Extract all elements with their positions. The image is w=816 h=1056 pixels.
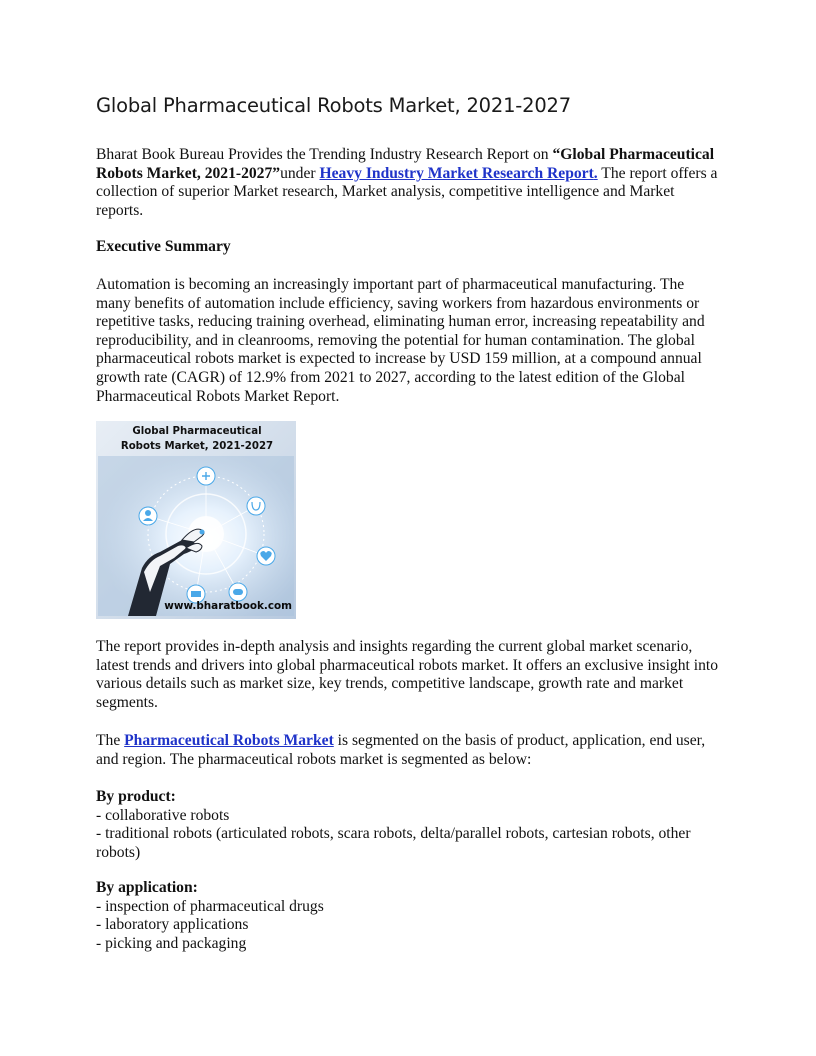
analysis-paragraph: The report provides in-depth analysis and insights regarding the current global market scenario, latest trends and drivers into global pharmaceutical robots market. It offers an exclusive insight into various details such as market size, key trends, competitive landscape, growth rate and market segments. — [96, 638, 718, 711]
heavy-industry-report-link[interactable]: Heavy Industry Market Research Report — [319, 164, 594, 182]
by-product-section — [96, 788, 720, 862]
pharmaceutical-robots-market-link[interactable]: Pharmaceutical Robots Market — [124, 732, 334, 749]
by-application-heading: By application: — [96, 879, 198, 896]
robot-hand-illustration — [98, 456, 294, 616]
intro-prefix: Bharat Book Bureau Provides the Trending Industry Research Report on — [96, 146, 553, 163]
list-item: - inspection of pharmaceutical drugs — [96, 897, 324, 915]
executive-summary-heading-text: Executive Summary — [96, 238, 231, 255]
cover-title-line-2: Robots Market, 2021-2027 — [120, 441, 274, 452]
intro-suffix: The report offers a collection of superior Market research, Market analysis, competitive intelligence and Market reports. — [96, 164, 718, 219]
executive-summary-paragraph: Automation is becoming an increasingly important part of pharmaceutical manufacturing. The many benefits of automation include efficiency, saving workers from hazardous environments or repetitive tasks, reducing training overhead, eliminating human error, increasing repeatability and reproducibility, and in cleanrooms, removing the potential for human contamination. The global pharmaceutical robots market is expected to increase by USD 159 million, at a compound annual growth rate (CAGR) of 12.9% from 2021 to 2027, according to the latest edition of the Global Pharmaceutical Robots Market Report. — [96, 276, 705, 405]
page-title: Global Pharmaceutical Robots Market, 2021-2027 — [96, 94, 571, 117]
doctor-icon-head — [145, 510, 151, 516]
stethoscope-icon — [247, 497, 265, 515]
report-title-bold: “Global Pharmaceutical Robots Market, 2021-2027” — [96, 146, 715, 182]
segmentation-paragraph — [96, 732, 720, 769]
by-product-heading: By product: — [96, 788, 176, 805]
intro-under: under — [280, 164, 320, 182]
executive-summary-heading — [96, 238, 720, 257]
list-item: - collaborative robots — [96, 806, 230, 824]
heavy-industry-report-link-dot[interactable]: . — [593, 164, 598, 182]
robot-fingertip-light — [200, 530, 205, 535]
cover-title-line-1: Global Pharmaceutical — [132, 426, 262, 437]
list-item: - traditional robots (articulated robots, scara robots, delta/parallel robots, cartesian robots, other robots) — [96, 825, 691, 861]
by-application-section — [96, 879, 720, 953]
ambulance-icon-glyph — [191, 591, 201, 597]
list-item: - picking and packaging — [96, 934, 247, 952]
intro-paragraph — [96, 146, 720, 220]
segmentation-suffix: is segmented on the basis of product, application, end user, and region. The pharmaceutical robots market is segmented as below: — [96, 732, 706, 768]
cover-url: www.bharatbook.com — [164, 600, 292, 613]
list-item: - laboratory applications — [96, 916, 249, 934]
segmentation-prefix: The — [96, 732, 125, 749]
report-cover-image — [96, 421, 296, 619]
cover-title — [102, 424, 292, 454]
pill-icon-glyph — [233, 589, 243, 595]
